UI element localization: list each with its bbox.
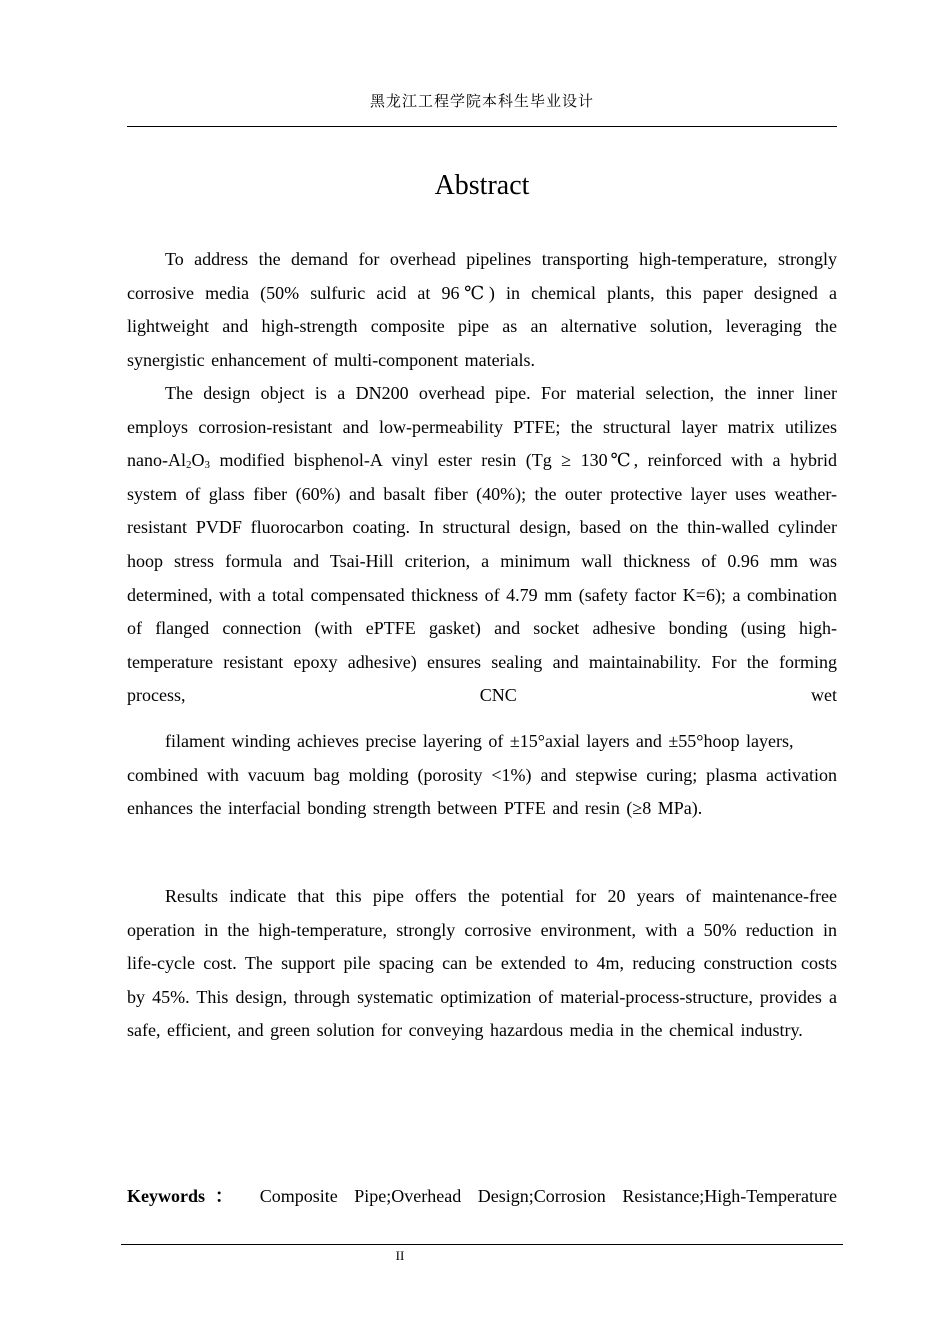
header-rule	[127, 126, 837, 127]
paragraph-2-winding-line: filament winding achieves precise layering of ±15°axial layers and ±55°hoop layers,	[165, 730, 794, 751]
paragraph-2-text-a: The design object is a DN200 overhead pipe. For material selection, the inner liner employs corrosion-resistant and low-permeability PTFE; the structural layer matrix utilizes nano-Al	[127, 383, 837, 471]
abstract-paragraph-1: To address the demand for overhead pipelines transporting high-temperature, strongly corrosive media (50% sulfuric acid at 96℃) in chemical plants, this paper designed a lightweight and high-strength composite pipe as an alternative solution, leveraging the synergistic enhancement of multi-component materials.	[127, 249, 837, 370]
keywords-value: Composite Pipe;Overhead Design;Corrosion Resistance;High-Temperature	[259, 1186, 837, 1206]
running-header: 黑龙江工程学院本科生毕业设计	[369, 92, 594, 110]
paragraph-2-text-e: combined with vacuum bag molding (porosity <1%) and stepwise curing; plasma activation enhances the interfacial bonding strength between PTFE and resin (≥8 MPa).	[127, 764, 837, 819]
abstract-paragraph-2	[127, 377, 837, 826]
keywords-label: Keywords：	[127, 1186, 244, 1206]
footer-rule	[121, 1244, 843, 1245]
keywords-line	[127, 1180, 837, 1213]
abstract-paragraph-3: Results indicate that this pipe offers the potential for 20 years of maintenance-free operation in the high-temperature, strongly corrosive environment, with a 50% reduction in life-cycle cost. The support pile spacing can be extended to 4m, reducing construction costs by 45%. This design, through systematic optimization of material-process-structure, provides a safe, efficient, and green solution for conveying hazardous media in the chemical industry.	[127, 886, 837, 1041]
subscript-2: 2	[185, 459, 192, 472]
abstract-title: Abstract	[434, 170, 530, 201]
page-number: II	[395, 1248, 405, 1263]
paragraph-2-text-b: O	[191, 450, 205, 471]
subscript-3: 3	[204, 459, 210, 472]
paragraph-2-text-c: modified bisphenol-A vinyl ester resin (Tg ≥ 130℃, reinforced with a hybrid system of glass fiber (60%) and basalt fiber (40%); the outer protective layer uses weather-resistant PVDF fluorocarbon coating. In structural design, based on the thin-walled cylinder hoop stress formula and Tsai-Hill criterion, a minimum wall thickness of 0.96 mm was determined, with a total compensated thickness of 4.79 mm (safety factor K=6); a combination of flanged connection (with ePTFE gasket) and socket adhesive bonding (using high-temperature resistant epoxy adhesive) ensures sealing and maintainability. For the forming process, CNC wet	[127, 450, 837, 706]
